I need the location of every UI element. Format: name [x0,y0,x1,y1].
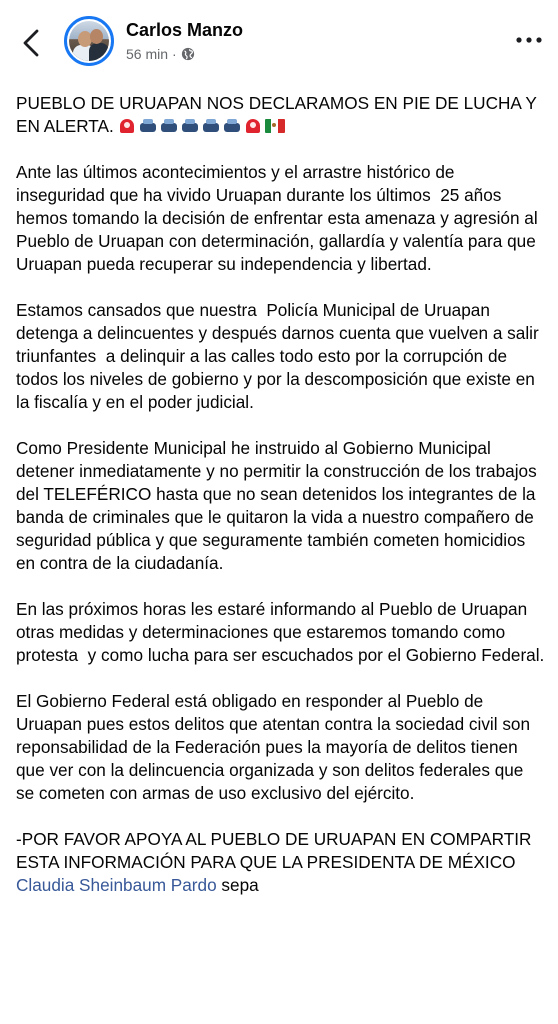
author-name[interactable]: Carlos Manzo [126,20,244,40]
chevron-left-icon [18,26,46,60]
siren-icon [244,117,262,135]
post-body [16,92,546,920]
back-button[interactable] [18,26,46,60]
more-horizontal-icon [512,30,546,50]
final-paragraph-lead: -POR FAVOR APOYA AL PUEBLO DE URUAPAN EN COMPARTIR ESTA INFORMACIÓN PARA QUE LA PRESIDENTA DE MÉXICO [16,829,537,872]
globe-icon [181,47,195,61]
post-paragraph: En las próximos horas les estaré informando al Pueblo de Uruapan otras medidas y determinaciones que estaremos tomando como protesta y como lucha para ser escuchados por el Gobierno Federal. [16,599,545,665]
avatar-photo [69,21,109,61]
post-paragraph-final [16,828,546,897]
police-car-icon [160,117,178,135]
police-car-icon [181,117,199,135]
avatar[interactable] [64,16,114,66]
more-options-button[interactable] [512,30,546,50]
police-car-icon [139,117,157,135]
police-car-icon [223,117,241,135]
mention-link[interactable]: Claudia Sheinbaum Pardo [16,875,217,895]
post-paragraph: Ante las últimos acontecimientos y el arrastre histórico de inseguridad que ha vivido Uruapan durante los últimos 25 años hemos tomando la decisión de enfrentar esta amenaza y agresión al Pueblo de Uruapan con determinación, gallardía y valentía para que Uruapan pueda recuperar su independencia y libertad. [16,162,543,274]
siren-icon [118,117,136,135]
post-paragraph: El Gobierno Federal está obligado en responder al Pueblo de Uruapan pues estos delitos que atentan contra la sociedad civil son reponsabilidad de la Federación pues la mayoría de delitos tienen que ver con la delincuencia organizada y son delitos federales que se cometen con armas de uso exclusivo del ejército. [16,691,535,803]
final-paragraph-tail: sepa [216,875,259,895]
post-time[interactable]: 56 min [126,46,169,62]
mexico-flag-icon [265,119,285,133]
post-paragraph: Como Presidente Municipal he instruido al Gobierno Municipal detener inmediatamente y no permitir la construcción de los trabajos del TELEFÉRICO hasta que no sean detenidos los integrantes de la banda de criminales que le quitaron la vida a nuestro compañero de seguridad pública y que seguramente también cometen homicidios en contra de la ciudadanía. [16,438,542,573]
meta-separator: · [172,46,177,62]
title-emojis [118,117,285,135]
police-car-icon [202,117,220,135]
post-title-paragraph [16,92,546,138]
post-paragraph: Estamos cansados que nuestra Policía Municipal de Uruapan detenga a delincuentes y después darnos cuenta que vuelven a salir triunfantes a delinquir a las calles todo esto por la corrupción de todos los niveles de gobierno y por la descomposición que existe en la fiscalía y en el poder judicial. [16,300,544,412]
post-meta [126,46,195,62]
post-header [0,0,558,80]
post-title: PUEBLO DE URUAPAN NOS DECLARAMOS EN PIE DE LUCHA Y EN ALERTA. [16,93,542,136]
